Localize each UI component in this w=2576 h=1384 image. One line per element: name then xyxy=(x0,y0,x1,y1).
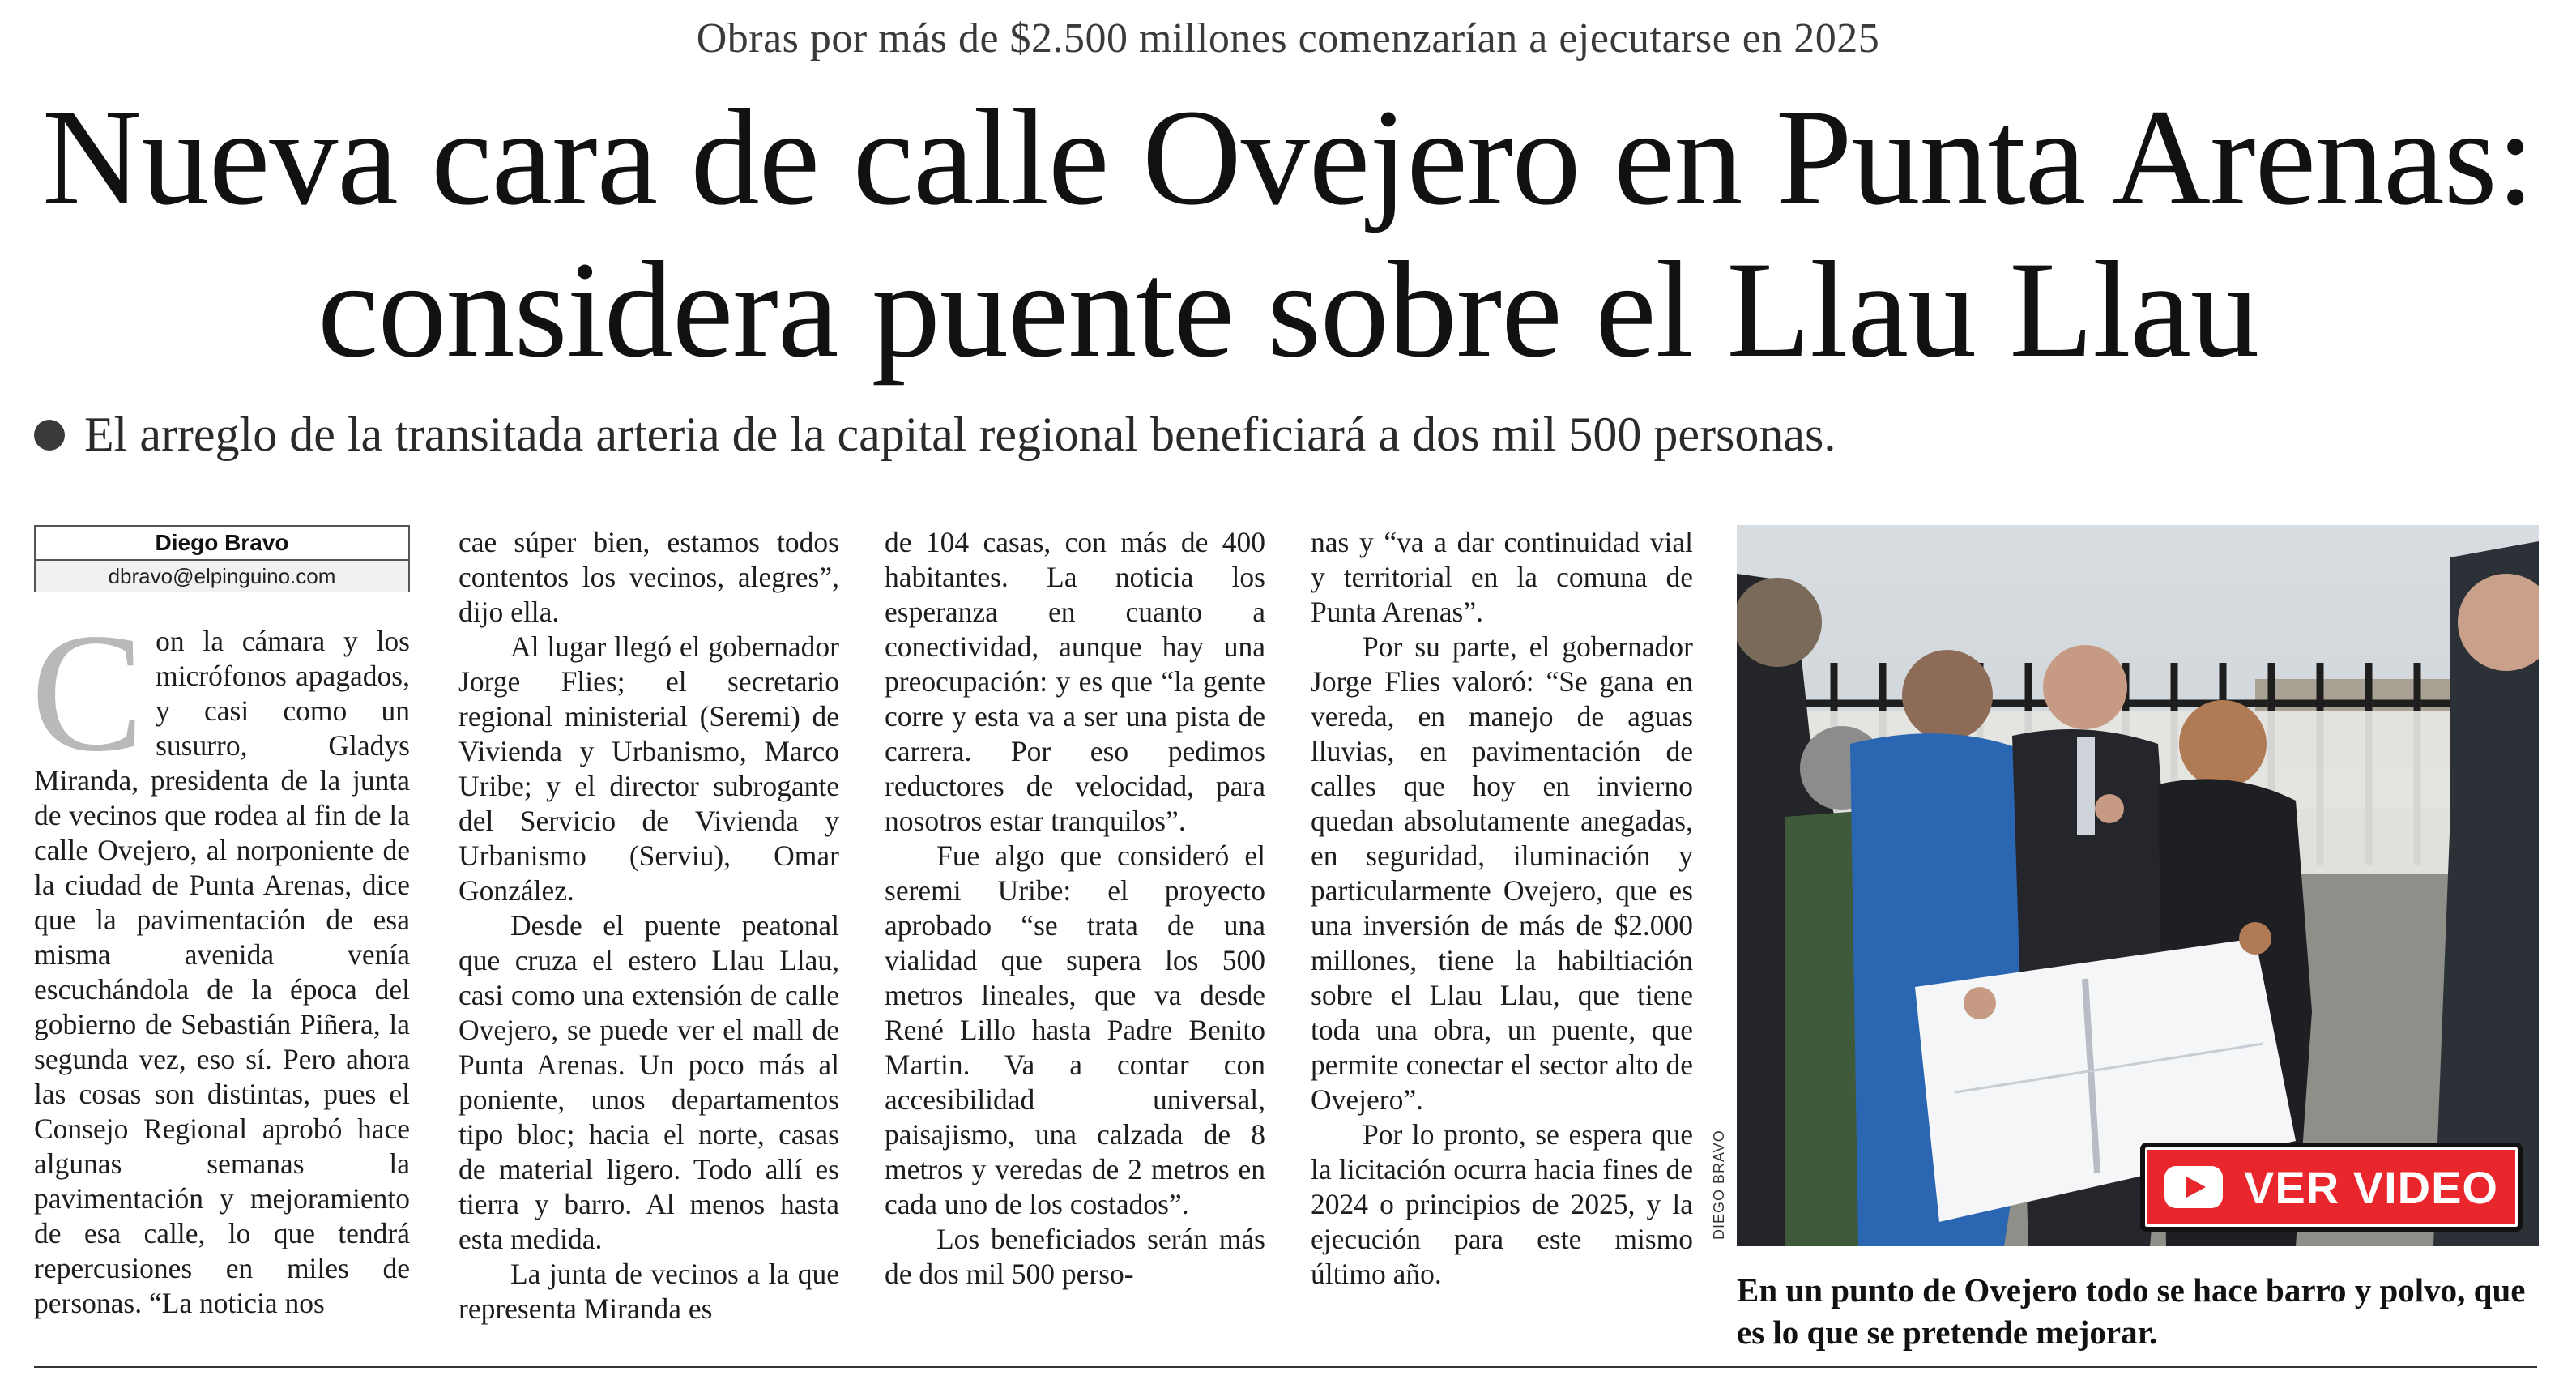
article-paragraph: Por lo pronto, se espera que la licitación ocurra hacia fines de 2024 o principios de 2025, y la ejecución para este mismo último año. xyxy=(1311,1118,1693,1290)
article-paragraph: de 104 casas, con más de 400 habitantes. La noticia los esperanza en cuanto a conectividad, aunque hay una preocupación: y es que “la gente corre y esta va a ser una pista de carrera. Por eso pedimos reductores de velocidad, para nosotros estar tranquilos”. xyxy=(885,526,1265,837)
author-email[interactable]: dbravo@elpinguino.com xyxy=(36,561,408,592)
article-paragraph: Fue algo que consideró el seremi Uribe: el proyecto aprobado “se trata de una vialidad que supera los 500 metros lineales, que va desde René Lillo hasta Padre Benito Martin. Va a contar con accesibilidad universal, paisajismo, una calzada de 8 metros y veredas de 2 metros en cada uno de los costados”. xyxy=(885,839,1265,1220)
article-paragraph: nas y “va a dar continuidad vial y territorial en la comuna de Punta Arenas”. xyxy=(1311,526,1693,628)
summary-line xyxy=(34,407,1836,463)
paragraph-text: on la cámara y los micrófonos apagados, y casi como un susurro, Gladys Miranda, presidenta de la junta de vecinos que rodea al fin de la calle Ovejero, al norponiente de la ciudad de Punta Arenas, dice que la pavimentación de esa misma avenida venía escuchándola de la época del gobierno de Sebastián Piñera, la segunda vez, eso sí. Pero ahora las cosas son distintas, pues el Consejo Regional aprobó hace algunas semanas la pavimentación y mejoramiento de esa calle, lo que tendrá repercusiones en miles de personas. “La noticia nos xyxy=(34,625,410,1319)
article-paragraph: Por su parte, el gobernador Jorge Flies valoró: “Se gana en vereda, en manejo de aguas lluvias, en pavimentación de calles que hoy en invierno quedan absolutamente anegadas, en seguridad, iluminación y particularmente Ovejero, que es una inversión de más de $2.000 millones, tiene la habiltiación sobre el Llau Llau, que tiene toda una obra, un puente, que permite conectar el sector alto de Ovejero”. xyxy=(1311,630,1693,1116)
article-paragraph: Al lugar llegó el gobernador Jorge Flies; el secretario regional ministerial (Seremi) de Vivienda y Urbanismo, Marco Uribe; y el director subrogante del Servicio de Vivienda y Urbanismo (Serviu), Omar González. xyxy=(458,630,839,907)
article-paragraph: Los beneficiados serán más de dos mil 500 perso- xyxy=(885,1223,1265,1290)
play-icon xyxy=(2164,1166,2223,1208)
kicker: Obras por más de $2.500 millones comenzarían a ejecutarse en 2025 xyxy=(696,15,1880,62)
article-paragraph: cae súper bien, estamos todos contentos los vecinos, alegres”, dijo ella. xyxy=(458,526,839,628)
photo-credit: DIEGO BRAVO xyxy=(1711,1130,1727,1240)
bottom-rule xyxy=(34,1366,2537,1368)
article-column-2 xyxy=(458,525,839,1326)
author-name: Diego Bravo xyxy=(36,527,408,561)
article-paragraph xyxy=(31,599,410,1321)
headline-line-2: considera puente sobre el Llau Llau xyxy=(318,233,2258,386)
article-paragraph: Desde el puente peatonal que cruza el estero Llau Llau, casi como una extensión de calle Ovejero, se puede ver el mall de Punta Arenas. Un poco más al poniente, unos departamentos tipo bloc; hacia el norte, casas de material ligero. Todo allí es tierra y barro. Al menos hasta esta medida. xyxy=(458,909,839,1255)
headline-line-1: Nueva cara de calle Ovejero en Punta Arenas: xyxy=(42,81,2534,233)
summary-text: El arreglo de la transitada arteria de la capital regional beneficiará a dos mil 500 personas. xyxy=(84,408,1836,461)
video-button-label: VER VIDEO xyxy=(2244,1161,2498,1213)
photo-caption: En un punto de Ovejero todo se hace barro y polvo, que es lo que se pretende mejorar. xyxy=(1737,1271,2526,1351)
byline-box xyxy=(34,525,410,592)
drop-cap: C xyxy=(31,599,145,787)
video-button[interactable] xyxy=(2140,1143,2523,1232)
news-photo xyxy=(1737,525,2539,1246)
article-paragraph: La junta de vecinos a la que representa Miranda es xyxy=(458,1258,839,1325)
headline xyxy=(16,81,2560,386)
photo-illustration xyxy=(1737,525,2539,1246)
article-column-1 xyxy=(31,599,410,1321)
article-column-3 xyxy=(885,525,1265,1292)
bullet-icon xyxy=(34,420,65,451)
article-column-4 xyxy=(1311,525,1693,1292)
